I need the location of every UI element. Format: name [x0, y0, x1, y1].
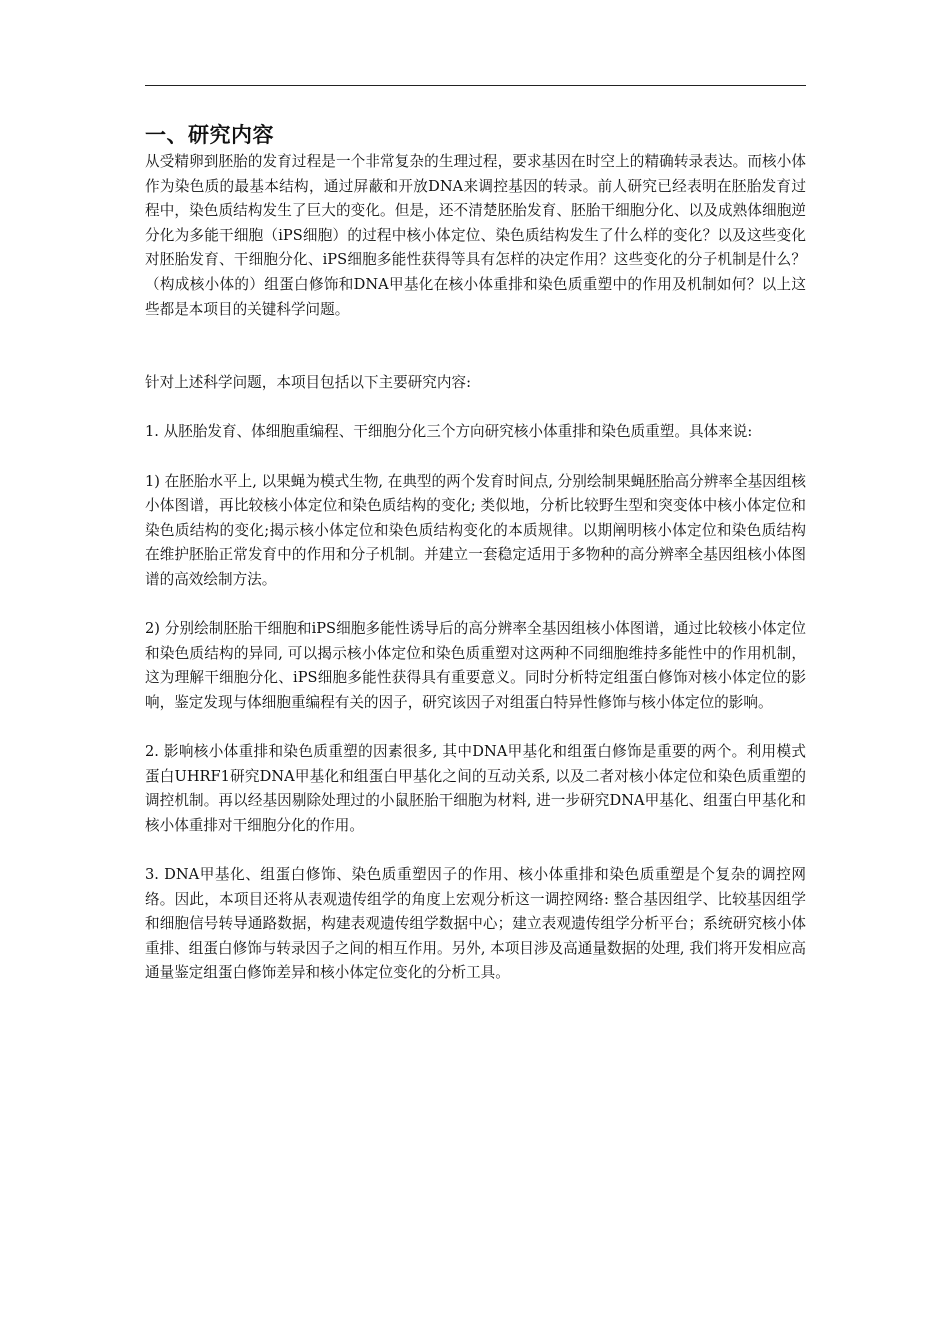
header-rule	[145, 85, 806, 86]
spacer	[145, 715, 806, 740]
item-paragraph-3: 3. DNA甲基化、组蛋白修饰、染色质重塑因子的作用、核小体重排和染色质重塑是个复杂的调控网络。因此，本项目还将从表观遗传组学的角度上宏观分析这一调控网络: 整合基因组学、比较基因组学和细胞信号转导通路数据，构建表观遗传组学数据中心；建立表观遗传组学分析平台；系统研究核小体重排、组蛋白修饰与转录因子之间的相互作用。另外, 本项目涉及高通量数据的处理, 我们将开发相应高通量鉴定组蛋白修饰差异和核小体定位变化的分析工具。	[145, 866, 806, 982]
spacer	[145, 396, 806, 421]
item-paragraph-1: 1. 从胚胎发育、体细胞重编程、干细胞分化三个方向研究核小体重排和染色质重塑。具体来说:	[145, 423, 753, 441]
item-paragraph-1-1: 1) 在胚胎水平上, 以果蝇为模式生物, 在典型的两个发育时间点, 分别绘制果蝇胚胎高分辨率全基因组核小体图谱，再比较核小体定位和染色质结构的变化; 类似地，分析比较野生型和突变体中核小体定位和染色质结构的变化;揭示核小体定位和染色质结构变化的本质规律。以期阐明核小体定位和染色质结构在维护胚胎正常发育中的作用和分子机制。并建立一套稳定适用于多物种的高分辨率全基因组核小体图谱的高效绘制方法。	[145, 472, 806, 588]
item-paragraph-1-2: 2) 分别绘制胚胎干细胞和iPS细胞多能性诱导后的高分辨率全基因组核小体图谱，通过比较核小体定位和染色质结构的异同, 可以揭示核小体定位和染色质重塑对这两种不同细胞维持多能性中的作用机制，这为理解干细胞分化、iPS细胞多能性获得具有重要意义。同时分析特定组蛋白修饰对核小体定位的影响，鉴定发现与体细胞重编程有关的因子，研究该因子对组蛋白特异性修饰与核小体定位的影响。	[145, 620, 806, 711]
item-paragraph-2: 2. 影响核小体重排和染色质重塑的因素很多, 其中DNA甲基化和组蛋白修饰是重要的两个。利用模式蛋白UHRF1研究DNA甲基化和组蛋白甲基化之间的互动关系, 以及二者对核小体定位和染色质重塑的调控机制。再以经基因剔除处理过的小鼠胚胎干细胞为材料, 进一步研究DNA甲基化、组蛋白甲基化和核小体重排对干细胞分化的作用。	[145, 743, 806, 834]
spacer	[145, 445, 806, 470]
section-title: 一、研究内容	[145, 123, 274, 147]
spacer	[145, 322, 806, 371]
intro-paragraph: 从受精卵到胚胎的发育过程是一个非常复杂的生理过程，要求基因在时空上的精确转录表达。而核小体作为染色质的最基本结构，通过屏蔽和开放DNA来调控基因的转录。前人研究已经表明在胚胎发育过程中，染色质结构发生了巨大的变化。但是，还不清楚胚胎发育、胚胎干细胞分化、以及成熟体细胞逆分化为多能干细胞（iPS细胞）的过程中核小体定位、染色质结构发生了什么样的变化？以及这些变化对胚胎发育、干细胞分化、iPS细胞多能性获得等具有怎样的决定作用？这些变化的分子机制是什么？（构成核小体的）组蛋白修饰和DNA甲基化在核小体重排和染色质重塑中的作用及机制如何？以上这些都是本项目的关键科学问题。	[145, 153, 806, 318]
spacer	[145, 838, 806, 863]
lead-paragraph: 针对上述科学问题，本项目包括以下主要研究内容:	[145, 374, 471, 392]
spacer	[145, 593, 806, 618]
document-body	[145, 120, 806, 986]
